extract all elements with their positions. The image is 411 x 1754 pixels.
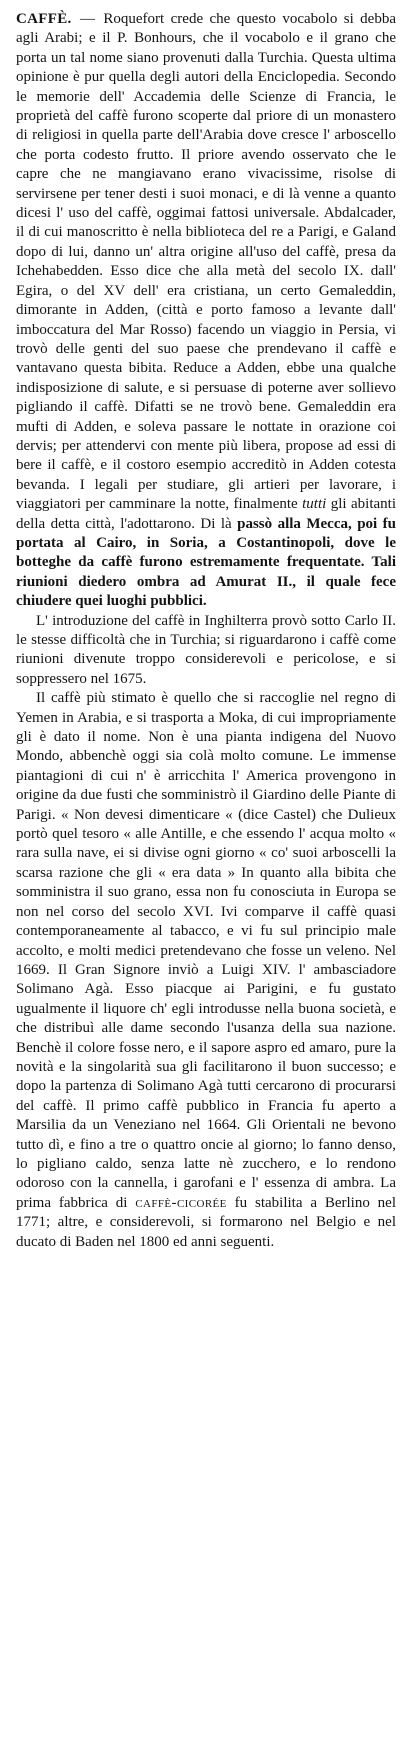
- paragraph-moka: [16, 689, 396, 1252]
- p1-run-3: passò alla Mecca, poi fu portata al Cairo, in Soria, a Costantinopoli, dove le botteghe da caffè furono estremamente frequentate. Tali riunioni diedero ombra ad Amurat II., il quale fece chiudere quei luoghi pubblici.: [16, 515, 396, 610]
- paragraph-origin: [16, 10, 396, 612]
- p3-smallcaps: caffè-cicorée: [135, 1194, 227, 1211]
- p1-run-2: gli abitanti della detta città, l'adottarono. Di là: [16, 496, 396, 532]
- p1-run-1: tutti: [302, 496, 327, 513]
- dash: —: [79, 11, 95, 27]
- headword: CAFFÈ.: [16, 11, 72, 27]
- dictionary-page: [16, 10, 396, 1252]
- p3-text: Il caffè più stimato è quello che si raccoglie nel regno di Yemen in Arabia, e si trasporta a Moka, di cui impropriamente gli è dato il nome. Non è una pianta indigena del Nuovo Mondo, abbenchè oggi sia colà molto comune. Le immense piantagioni di cui n' è arricchita l' America provengono in origine da due fusti che somministrò il Giardino delle Piante di Parigi. « Non devesi dimenticare « (dice Castel) che Dulieux portò quel tesoro « alle Antille, e che essendo l' acqua molto « rara sulla nave, ei si divise ogni giorno « co' suoi arboscelli la scarsa razione che gli « era data » In quanto alla bibita che somministra il suo grano, essa non fu conosciuta in Europa se non nel corso del secolo XVI. Ivi comparve il caffè quasi contemporaneamente al tabacco, e vi fu sul principio male accolto, e molti medici pretendevano che fosse un veleno. Nel 1669. Il Gran Signore inviò a Luigi XIV. l' ambasciadore Solimano Agà. Esso piacque ai Parigini, e fu gustato ugualmente il liquore ch' egli introdusse nella buona società, e che distribuì alle dame secondo l'usanza della sua nazione. Benchè il colore fosse nero, e il sapore aspro ed amaro, pure la novità e la singolarità sua gli facilitarono il buon successo; e dopo la partenza di Solimano Agà tutti cercarono di procurarsi del caffè. Il primo caffè pubblico in Francia fu aperto a Marsilia da un Veneziano nel 1664. Gli Orientali ne bevono tutto dì, e fino a tre o quattro oncie al giorno; lo fanno denso, lo pigliano caldo, senza latte nè zucchero, e lo rendono odoroso con la cannella, i garofani e l' essenza di ambra. La prima fabbrica di: [16, 690, 396, 1211]
- p3-text-end: fu stabilita a Berlino nel 1771; altre, e considerevoli, si formarono nel Belgio e nel ducato di Baden nel 1800 ed anni seguenti.: [16, 1194, 396, 1250]
- p1-run-0: Roquefort crede che questo vocabolo si debba agli Arabi; e il P. Bonhours, che il vocabolo e il grano che porta un tal nome siano provenuti dalla Turchia. Questa ultima opinione è pur quella degli autori della Enciclopedia. Secondo le memorie dell' Accademia delle Scienze di Francia, le proprietà del caffè furono scoperte dal priore di un monastero di religiosi in quella parte dell'Arabia dove cresce l' arboscello che porta codesto frutto. Il priore avendo osservato che le capre che ne mangiavano erano vivacissime, risolse di servirsene per tener desti i suoi monaci, e di là venne a quanto dicesi l' uso del caffè, oggimai fattosi universale. Abdalcader, il di cui manoscritto è nella biblioteca del re a Parigi, e Galand dopo di lui, danno un' altra origine all'uso del caffè, presa da Ichehabedden. Esso dice che alla metà del secolo IX. dall' Egira, o del XV dell' era cristiana, un certo Gemaleddin, dimorante in Adden, (città e porto famoso a levante dall' imboccatura del Mar Rosso) facendo un viaggio in Persia, vi trovò delle genti del suo paese che prendevano il caffè e vantavano questa bibita. Reduce a Adden, ebbe una qualche indisposizione di salute, e si persuase di poterne aver sollievo pigliando il caffè. Difatti se ne trovò bene. Gemaleddin era mufti di Adden, e soleva passare le nottate in orazione coi dervis; per attendervi con mente più libera, propose ad essi di bere il caffè, e il costoro esempio accreditò in Adden cotesta bevanda. I legali per studiare, gli artieri per lavorare, i viaggiatori per camminare la notte, finalmente: [16, 11, 396, 513]
- paragraph-england: L' introduzione del caffè in Inghilterra provò sotto Carlo II. le stesse difficoltà che in Turchia; si riguardarono i caffè come riunioni divenute troppo considerevoli e pericolose, e si soppressero nel 1675.: [16, 612, 396, 687]
